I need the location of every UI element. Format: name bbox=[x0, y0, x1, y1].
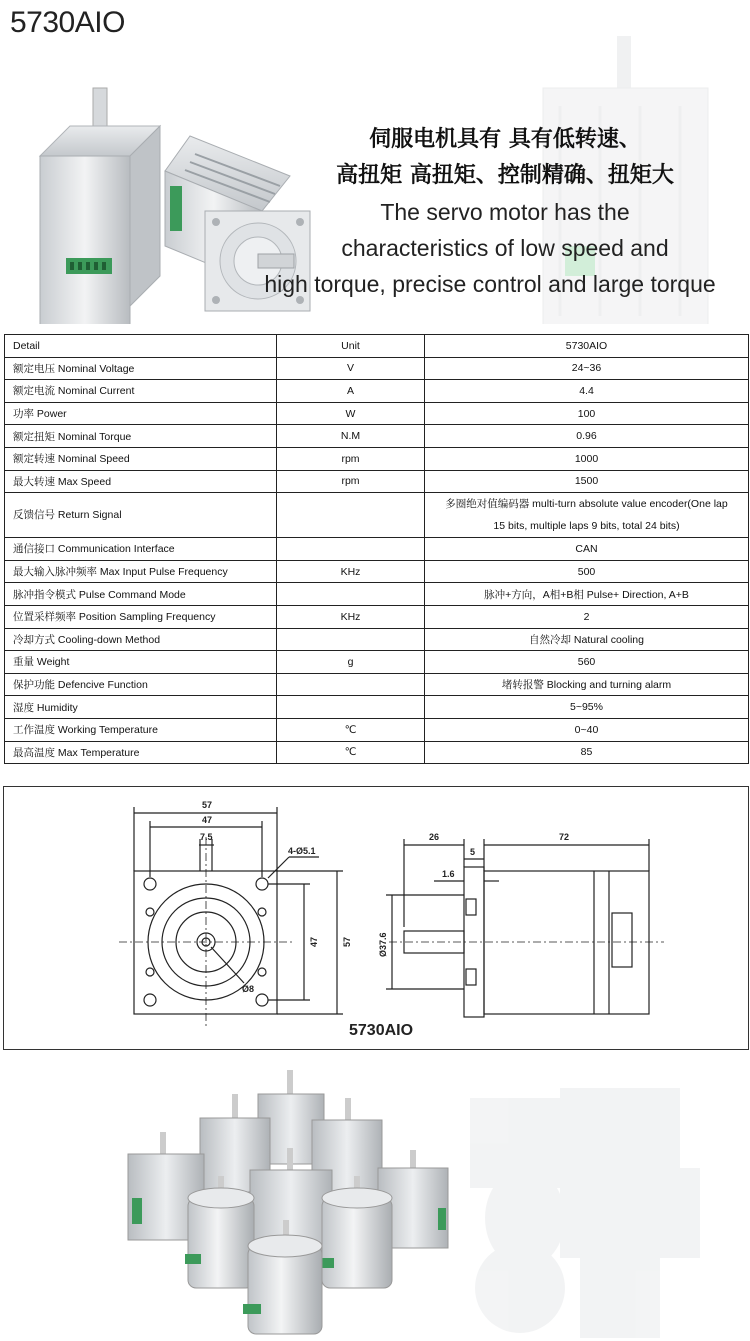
dim-47-v: 47 bbox=[309, 936, 319, 947]
header-model: 5730AIO bbox=[425, 335, 749, 358]
dim-26: 26 bbox=[429, 832, 440, 842]
motor-group-faded-right bbox=[470, 1088, 700, 1338]
table-row bbox=[5, 425, 749, 448]
dim-57-top: 57 bbox=[202, 800, 213, 810]
product-gallery-image bbox=[0, 1058, 750, 1341]
detail-cell: 湿度 Humidity bbox=[5, 696, 277, 719]
motor-group-left bbox=[128, 1070, 448, 1334]
detail-cell: 功率 Power bbox=[5, 402, 277, 425]
table-row bbox=[5, 493, 749, 538]
detail-cell: 保护功能 Defencive Function bbox=[5, 673, 277, 696]
unit-cell: N.M bbox=[277, 425, 425, 448]
dim-1-6: 1.6 bbox=[442, 869, 455, 879]
detail-cell: 额定电流 Nominal Current bbox=[5, 380, 277, 403]
dim-47-top: 47 bbox=[202, 815, 213, 825]
tagline-en-line-2: characteristics of low speed and bbox=[341, 235, 669, 261]
table-row bbox=[5, 741, 749, 764]
unit-cell: KHz bbox=[277, 605, 425, 628]
value-cell: 脉冲+方向，A相+B相 Pulse+ Direction, A+B bbox=[425, 583, 749, 606]
table-row bbox=[5, 447, 749, 470]
table-row bbox=[5, 538, 749, 561]
detail-cell: 冷却方式 Cooling-down Method bbox=[5, 628, 277, 651]
table-header-row bbox=[5, 335, 749, 358]
tagline-en-line-1: The servo motor has the bbox=[380, 199, 630, 225]
detail-cell: 额定电压 Nominal Voltage bbox=[5, 357, 277, 380]
unit-cell bbox=[277, 538, 425, 561]
detail-cell: 位置采样频率 Position Sampling Frequency bbox=[5, 605, 277, 628]
detail-cell: 最大转速 Max Speed bbox=[5, 470, 277, 493]
dim-7-5: 7.5 bbox=[200, 832, 213, 842]
product-model-title: 5730AIO bbox=[10, 6, 125, 39]
detail-cell: 工作温度 Working Temperature bbox=[5, 718, 277, 741]
detail-cell: 反馈信号 Return Signal bbox=[5, 493, 277, 538]
spec-table bbox=[4, 334, 749, 764]
detail-cell: 通信接口 Communication Interface bbox=[5, 538, 277, 561]
value-cell: 85 bbox=[425, 741, 749, 764]
tagline-en-line-3: high torque, precise control and large torque bbox=[264, 271, 716, 297]
detail-cell: 脉冲指令模式 Pulse Command Mode bbox=[5, 583, 277, 606]
unit-cell: W bbox=[277, 402, 425, 425]
unit-cell bbox=[277, 493, 425, 538]
tagline-cn-line-1: 伺服电机具有 具有低转速、 bbox=[369, 127, 641, 152]
dim-shaft-dia: Ø8 bbox=[242, 984, 255, 994]
drawing-model-label: 5730AIO bbox=[349, 1022, 414, 1039]
detail-cell: 额定转速 Nominal Speed bbox=[5, 447, 277, 470]
table-row bbox=[5, 560, 749, 583]
table-row bbox=[5, 605, 749, 628]
unit-cell: V bbox=[277, 357, 425, 380]
table-row bbox=[5, 402, 749, 425]
unit-cell: ℃ bbox=[277, 718, 425, 741]
value-cell: 4.4 bbox=[425, 380, 749, 403]
table-row bbox=[5, 718, 749, 741]
value-cell: 500 bbox=[425, 560, 749, 583]
tagline-cn-line-2: 高扭矩 高扭矩、控制精确、扭矩大 bbox=[336, 163, 674, 188]
dim-57-v: 57 bbox=[342, 936, 352, 947]
value-line-2: 15 bits, multiple laps 9 bits, total 24 bits) bbox=[493, 520, 680, 533]
value-cell: 堵转报警 Blocking and turning alarm bbox=[425, 673, 749, 696]
unit-cell: rpm bbox=[277, 470, 425, 493]
header-unit: Unit bbox=[277, 335, 425, 358]
table-row bbox=[5, 357, 749, 380]
value-cell bbox=[425, 493, 749, 538]
table-row bbox=[5, 380, 749, 403]
dim-72: 72 bbox=[559, 832, 570, 842]
detail-cell: 最高温度 Max Temperature bbox=[5, 741, 277, 764]
unit-cell bbox=[277, 628, 425, 651]
dimension-drawing-svg bbox=[4, 787, 748, 1049]
detail-cell: 重量 Weight bbox=[5, 651, 277, 674]
unit-cell: g bbox=[277, 651, 425, 674]
unit-cell bbox=[277, 583, 425, 606]
dim-pilot-dia: Ø37.6 bbox=[378, 932, 388, 957]
motor-front-image bbox=[40, 88, 160, 324]
value-cell: 1000 bbox=[425, 447, 749, 470]
detail-cell: 额定扭矩 Nominal Torque bbox=[5, 425, 277, 448]
value-cell: 24~36 bbox=[425, 357, 749, 380]
unit-cell bbox=[277, 673, 425, 696]
value-cell: 0~40 bbox=[425, 718, 749, 741]
value-cell: 自然冷却 Natural cooling bbox=[425, 628, 749, 651]
dimension-drawing bbox=[3, 786, 749, 1050]
value-cell: 5~95% bbox=[425, 696, 749, 719]
value-cell: 560 bbox=[425, 651, 749, 674]
value-cell: 100 bbox=[425, 402, 749, 425]
dim-5: 5 bbox=[470, 847, 476, 857]
value-cell: 2 bbox=[425, 605, 749, 628]
tagline bbox=[264, 122, 740, 302]
table-row bbox=[5, 673, 749, 696]
detail-cell: 最大输入脉冲频率 Max Input Pulse Frequency bbox=[5, 560, 277, 583]
value-cell: 0.96 bbox=[425, 425, 749, 448]
header-detail: Detail bbox=[5, 335, 277, 358]
unit-cell: rpm bbox=[277, 447, 425, 470]
value-line-1: 多圈绝对值编码器 multi-turn absolute value encoder(One lap bbox=[445, 498, 728, 511]
table-row bbox=[5, 583, 749, 606]
table-row bbox=[5, 651, 749, 674]
table-row bbox=[5, 696, 749, 719]
value-cell: 1500 bbox=[425, 470, 749, 493]
unit-cell: KHz bbox=[277, 560, 425, 583]
unit-cell: A bbox=[277, 380, 425, 403]
table-row bbox=[5, 470, 749, 493]
value-cell: CAN bbox=[425, 538, 749, 561]
table-row bbox=[5, 628, 749, 651]
unit-cell: ℃ bbox=[277, 741, 425, 764]
dim-holes: 4-Ø5.1 bbox=[288, 846, 316, 856]
unit-cell bbox=[277, 696, 425, 719]
